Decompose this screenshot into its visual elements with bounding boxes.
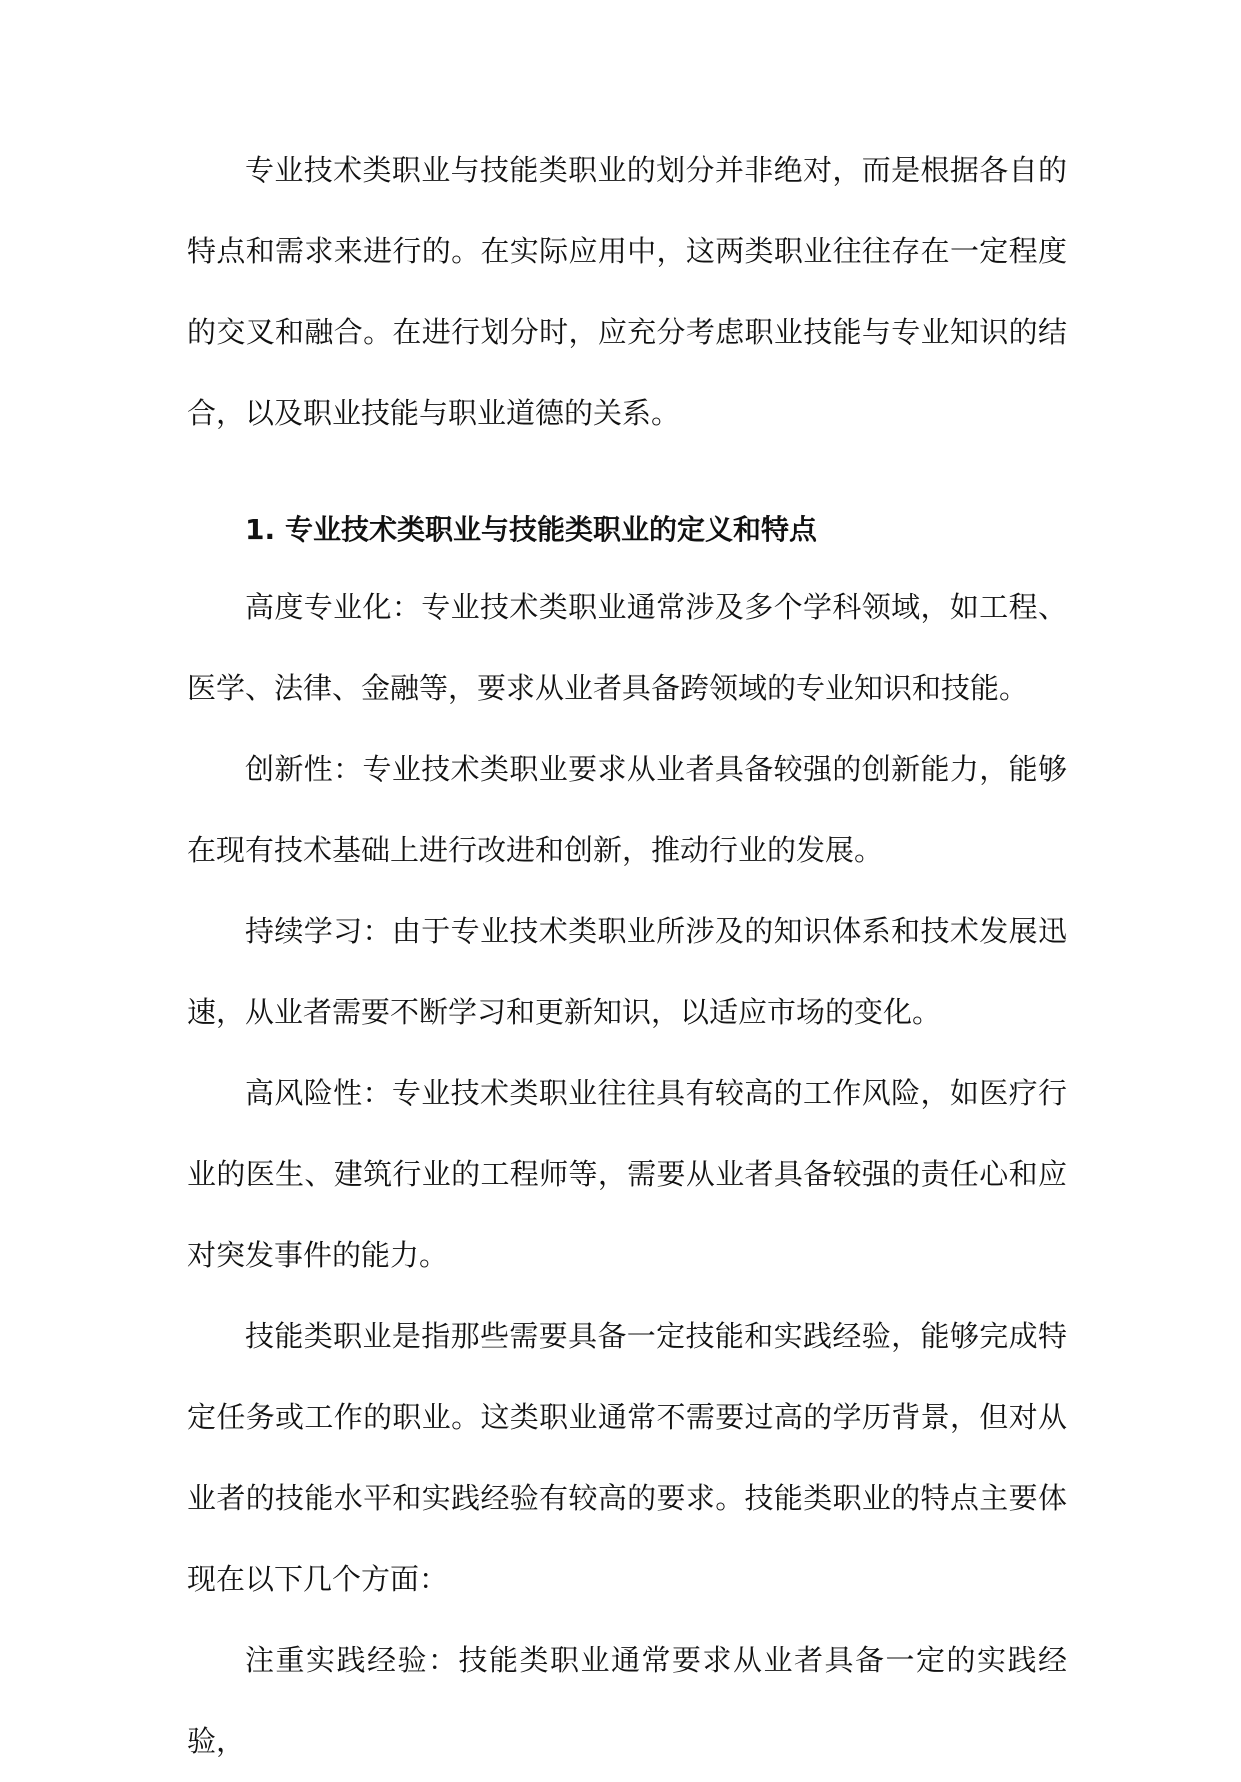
paragraph-continuous-learning: 持续学习：由于专业技术类职业所涉及的知识体系和技术发展迅速，从业者需要不断学习和更新知识，以适应市场的变化。 xyxy=(187,914,1067,1029)
paragraph-innovation: 创新性：专业技术类职业要求从业者具备较强的创新能力，能够在现有技术基础上进行改进和创新，推动行业的发展。 xyxy=(187,752,1067,867)
paragraph-skill-occupations: 技能类职业是指那些需要具备一定技能和实践经验，能够完成特定任务或工作的职业。这类职业通常不需要过高的学历背景，但对从业者的技能水平和实践经验有较高的要求。技能类职业的特点主要体现在以下几个方面： xyxy=(187,1319,1067,1596)
paragraph-high-risk: 高风险性：专业技术类职业往往具有较高的工作风险，如医疗行业的医生、建筑行业的工程师等，需要从业者具备较强的责任心和应对突发事件的能力。 xyxy=(187,1076,1067,1272)
paragraph-specialization: 高度专业化：专业技术类职业通常涉及多个学科领域，如工程、医学、法律、金融等，要求从业者具备跨领域的专业知识和技能。 xyxy=(187,590,1067,705)
intro-paragraph: 专业技术类职业与技能类职业的划分并非绝对，而是根据各自的特点和需求来进行的。在实际应用中，这两类职业往往存在一定程度的交叉和融合。在进行划分时，应充分考虑职业技能与专业知识的结合，以及职业技能与职业道德的关系。 xyxy=(187,153,1067,430)
paragraph-practical-experience: 注重实践经验：技能类职业通常要求从业者具备一定的实践经验， xyxy=(187,1643,1067,1758)
section-heading xyxy=(187,492,1067,567)
document-body xyxy=(187,130,1067,1782)
section-title: 专业技术类职业与技能类职业的定义和特点 xyxy=(285,513,818,546)
section-number: 1. xyxy=(245,513,276,546)
